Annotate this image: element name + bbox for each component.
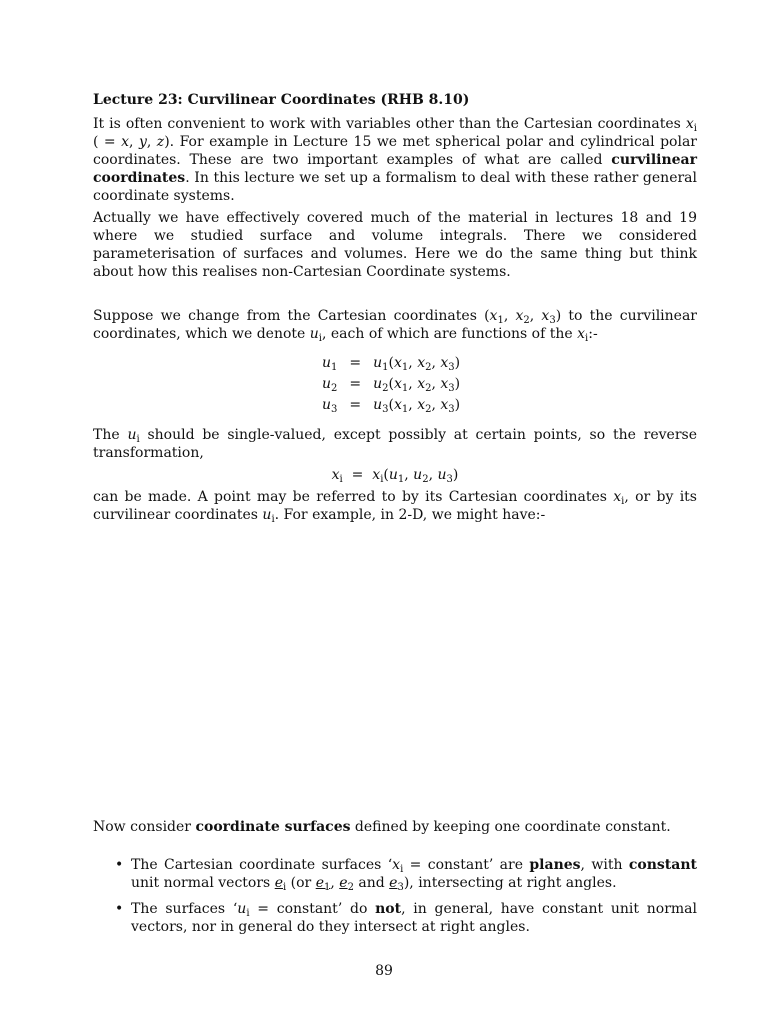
equation-row: $u_3$ = $u_3(x_1$, $x_2$, $x_3$)	[322, 397, 461, 415]
equation-row: $u_1$ = $u_1(x_1$, $x_2$, $x_3$)	[322, 355, 461, 373]
transformation-paragraph: Suppose we change from the Cartesian coordinates ($x_1$, $x_2$, $x_3$) to the curvilinear coordinates, which we denote $u_i$, each of which are functions of the $x_i:-$	[93, 308, 697, 344]
point-reference-paragraph: can be made. A point may be referred to by its Cartesian coordinates $x_i$, or by its curvilinear coordinates $u_i$. For example, in 2-D, we might have:-	[93, 489, 697, 525]
page-number: 89	[375, 963, 393, 979]
intro-paragraph: It is often convenient to work with variables other than the Cartesian coordinates $x_i$ ( = x, y, z). For example in Lecture 15 we met spherical polar and cylindrical polar coordinates. These are two important examples of what are called curvilinear coordinates. In this lecture we set up a formalism to deal with these rather general coordinate systems.	[93, 116, 697, 204]
bullet-icon: •	[115, 857, 124, 873]
list-item: • The Cartesian coordinate surfaces ‘$x_i$ = constant’ are planes, with constant unit normal vectors $e_i$ (or $e_1$, $e_2$ and $e_3$), intersecting at right angles.	[115, 857, 697, 893]
reverse-transform-paragraph: The $u_i$ should be single-valued, except possibly at certain points, so the reverse transformation,	[93, 427, 698, 461]
forward-transformation-equations	[322, 353, 466, 416]
figure-placeholder	[93, 524, 697, 818]
reverse-transformation-equation: $x_i = x_i(u_1$, $u_2$, $u_3$)	[331, 467, 459, 485]
page-body	[93, 91, 697, 944]
list-item: • The surfaces ‘$u_i$ = constant’ do not, in general, have constant unit normal vectors, nor in general do they intersect at right angles.	[115, 901, 697, 935]
lecture-title: Lecture 23: Curvilinear Coordinates (RHB 8.10)	[93, 92, 470, 108]
coordinate-surfaces-paragraph: Now consider coordinate surfaces defined by keeping one coordinate constant.	[93, 819, 671, 835]
bullet-list	[93, 856, 697, 936]
context-paragraph: Actually we have effectively covered much of the material in lectures 18 and 19 where we studied surface and volume integrals. There we considered parameterisation of surfaces and volumes. Here we do the same thing but think about how this realises non-Cartesian Coordinate systems.	[93, 210, 697, 280]
term-curvilinear-coordinates: curvilinear coordinates	[93, 152, 697, 186]
bullet-icon: •	[115, 901, 124, 917]
equation-row: $u_2$ = $u_2(x_1$, $x_2$, $x_3$)	[322, 376, 461, 394]
